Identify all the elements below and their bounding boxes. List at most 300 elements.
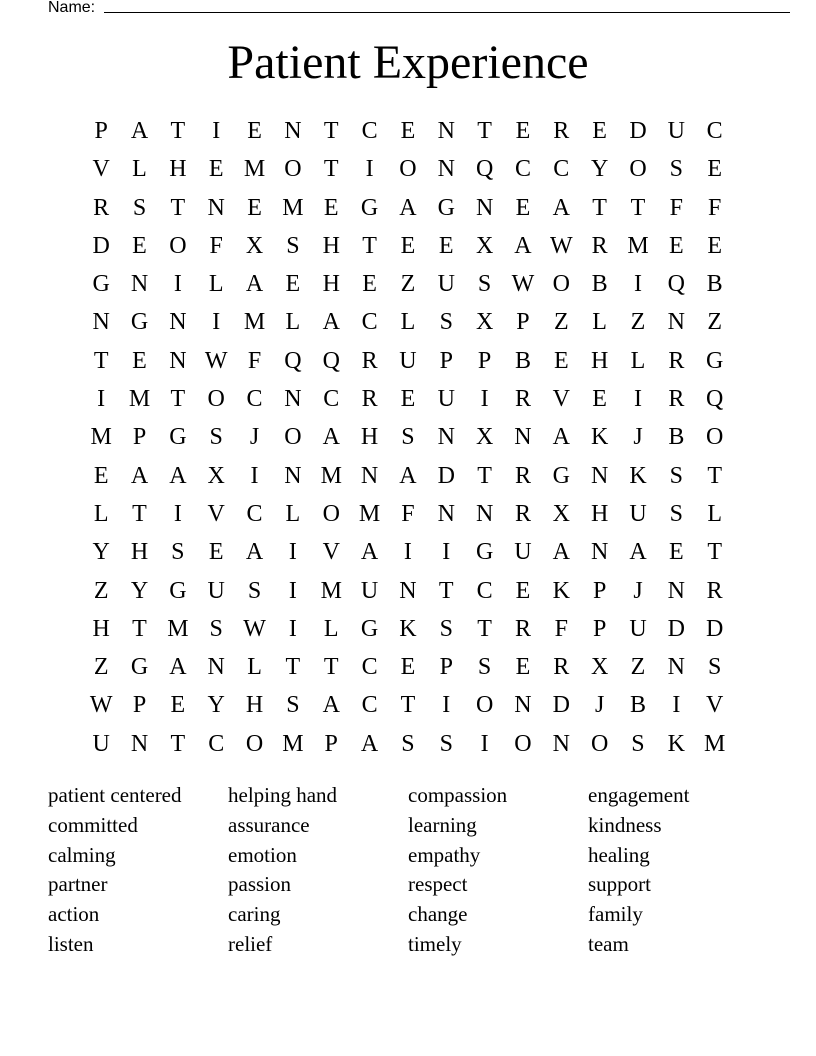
- word-bank-item: support: [588, 872, 651, 897]
- grid-letter: U: [667, 118, 685, 144]
- grid-letter: D: [92, 232, 110, 259]
- grid-letter: G: [169, 577, 187, 604]
- grid-letter: R: [514, 615, 531, 642]
- grid-letter: I: [173, 500, 182, 527]
- grid-letter: D: [552, 692, 570, 719]
- grid-letter: T: [477, 615, 492, 642]
- grid-letter: H: [130, 539, 149, 566]
- grid-letter: I: [97, 386, 106, 413]
- grid-letter: E: [400, 654, 416, 681]
- grid-letter: O: [552, 271, 570, 298]
- grid-letter: I: [633, 386, 642, 413]
- grid-letter: K: [552, 577, 570, 604]
- grid-letter: A: [245, 271, 264, 298]
- grid-letter: D: [437, 462, 455, 489]
- grid-letter: I: [442, 692, 451, 719]
- grid-letter: O: [284, 156, 302, 183]
- grid-letter: R: [553, 654, 570, 681]
- grid-letter: I: [212, 118, 221, 144]
- grid-letter: M: [704, 730, 726, 757]
- grid-letter: T: [477, 462, 492, 489]
- grid-letter: E: [400, 232, 416, 259]
- grid-letter: O: [284, 424, 302, 451]
- grid-letter: I: [480, 386, 489, 413]
- grid-letter: A: [399, 462, 417, 489]
- grid-letter: A: [322, 309, 340, 336]
- grid-letter: A: [360, 730, 379, 757]
- grid-letter: J: [633, 577, 643, 604]
- grid-letter: N: [437, 500, 455, 527]
- grid-letter: W: [549, 232, 573, 259]
- grid-letter: C: [553, 156, 570, 183]
- grid-letter: I: [480, 730, 489, 757]
- grid-letter: S: [669, 500, 683, 527]
- grid-letter: L: [208, 271, 224, 298]
- grid-letter: E: [515, 654, 531, 681]
- grid-letter: L: [285, 500, 301, 527]
- word-bank-item: compassion: [408, 783, 508, 807]
- grid-letter: N: [437, 424, 455, 451]
- grid-letter: T: [170, 386, 186, 413]
- grid-letter: L: [400, 309, 416, 336]
- grid-letter: E: [285, 271, 301, 298]
- grid-letter: A: [399, 194, 417, 221]
- grid-letter: I: [288, 577, 297, 604]
- grid-letter: N: [130, 271, 149, 298]
- name-underline: [104, 12, 790, 13]
- grid-letter: F: [247, 347, 262, 374]
- grid-letter: W: [511, 271, 535, 298]
- word-bank-item: relief: [228, 931, 273, 956]
- grid-letter: R: [668, 386, 685, 413]
- grid-letter: A: [169, 462, 187, 489]
- grid-letter: Q: [322, 347, 340, 374]
- grid-letter: C: [361, 692, 378, 719]
- grid-letter: E: [553, 347, 569, 374]
- grid-letter: V: [706, 692, 724, 719]
- grid-letter: P: [592, 577, 607, 604]
- grid-letter: E: [132, 232, 147, 259]
- grid-letter: M: [320, 462, 342, 489]
- grid-letter: N: [475, 194, 494, 221]
- grid-letter: T: [477, 118, 492, 144]
- grid-letter: M: [627, 232, 649, 259]
- grid-letter: A: [322, 424, 340, 451]
- grid-letter: C: [246, 500, 263, 527]
- grid-letter: R: [514, 386, 531, 413]
- grid-letter: K: [590, 424, 609, 451]
- grid-letter: L: [323, 615, 339, 642]
- grid-letter: Y: [130, 577, 149, 604]
- grid-letter: L: [630, 347, 646, 374]
- grid-letter: N: [92, 309, 110, 336]
- grid-letter: E: [400, 118, 416, 144]
- grid-letter: A: [360, 539, 379, 566]
- grid-letter: X: [245, 232, 264, 259]
- grid-letter: X: [590, 654, 609, 681]
- grid-letter: P: [132, 692, 147, 719]
- grid-letter: T: [170, 194, 186, 221]
- grid-letter: Z: [93, 577, 109, 604]
- grid-letter: A: [130, 462, 149, 489]
- grid-letter: N: [667, 309, 685, 336]
- grid-letter: A: [629, 539, 647, 566]
- word-bank-item: action: [48, 902, 100, 927]
- word-bank-item: empathy: [408, 842, 481, 867]
- grid-letter: M: [128, 386, 151, 413]
- word-bank-item: team: [588, 931, 629, 956]
- word-bank-item: engagement: [588, 783, 690, 807]
- grid-letter: S: [401, 730, 415, 757]
- grid-letter: M: [167, 615, 189, 642]
- word-bank-item: caring: [228, 902, 281, 927]
- grid-letter: E: [400, 386, 416, 413]
- grid-letter: L: [247, 654, 262, 681]
- grid-letter: G: [360, 194, 379, 221]
- grid-letter: U: [207, 577, 225, 604]
- grid-letter: Z: [400, 271, 416, 298]
- grid-letter: Z: [707, 309, 722, 336]
- grid-letter: S: [477, 271, 492, 298]
- grid-letter: A: [552, 424, 570, 451]
- grid-letter: E: [208, 156, 224, 183]
- grid-letter: N: [360, 462, 379, 489]
- grid-letter: S: [631, 730, 645, 757]
- grid-letter: N: [284, 386, 302, 413]
- grid-letter: Q: [284, 347, 302, 374]
- grid-letter: Q: [475, 156, 494, 183]
- grid-letter: F: [707, 194, 722, 221]
- grid-letter: N: [552, 730, 570, 757]
- grid-letter: E: [170, 692, 186, 719]
- grid-letter: G: [130, 309, 149, 336]
- grid-letter: N: [284, 462, 302, 489]
- grid-letter: T: [400, 692, 416, 719]
- grid-letter: E: [93, 462, 109, 489]
- grid-letter: H: [590, 347, 609, 374]
- grid-letter: T: [707, 462, 722, 489]
- grid-letter: T: [323, 654, 339, 681]
- grid-letter: V: [92, 156, 110, 183]
- grid-letter: I: [633, 271, 642, 298]
- grid-letter: S: [477, 654, 492, 681]
- grid-letter: D: [629, 118, 647, 144]
- grid-letter: A: [514, 232, 532, 259]
- grid-letter: S: [209, 424, 223, 451]
- grid-letter: P: [324, 730, 338, 757]
- grid-letter: W: [243, 615, 266, 642]
- grid-letter: U: [629, 500, 647, 527]
- grid-letter: X: [475, 232, 494, 259]
- grid-letter: O: [514, 730, 532, 757]
- grid-letter: N: [207, 654, 225, 681]
- grid-letter: O: [706, 424, 724, 451]
- grid-letter: P: [94, 118, 108, 144]
- grid-letter: U: [514, 539, 532, 566]
- grid-letter: T: [438, 577, 454, 604]
- grid-letter: C: [514, 156, 531, 183]
- grid-letter: L: [592, 309, 607, 336]
- grid-letter: Z: [630, 309, 646, 336]
- word-bank-item: respect: [408, 872, 468, 897]
- grid-letter: E: [247, 194, 262, 221]
- grid-letter: I: [672, 692, 681, 719]
- grid-letter: F: [401, 500, 415, 527]
- grid-letter: S: [669, 462, 683, 489]
- grid-letter: G: [360, 615, 379, 642]
- grid-letter: E: [208, 539, 224, 566]
- word-bank: [48, 780, 788, 959]
- grid-letter: P: [439, 347, 453, 374]
- grid-letter: C: [476, 577, 493, 604]
- grid-letter: I: [212, 309, 221, 336]
- grid-letter: P: [592, 615, 607, 642]
- grid-letter: C: [208, 730, 225, 757]
- grid-letter: J: [633, 424, 643, 451]
- grid-letter: J: [249, 424, 260, 451]
- grid-letter: H: [322, 271, 340, 298]
- grid-letter: D: [667, 615, 685, 642]
- grid-letter: T: [285, 654, 301, 681]
- grid-letter: N: [437, 118, 455, 144]
- grid-letter: T: [707, 539, 722, 566]
- grid-letter: N: [437, 156, 455, 183]
- grid-letter: A: [169, 654, 187, 681]
- grid-letter: S: [707, 654, 722, 681]
- grid-letter: M: [320, 577, 342, 604]
- grid-letter: E: [668, 539, 684, 566]
- grid-letter: G: [552, 462, 570, 489]
- grid-letter: K: [629, 462, 647, 489]
- grid-letter: C: [361, 118, 378, 144]
- grid-letter: L: [93, 500, 109, 527]
- grid-letter: W: [204, 347, 228, 374]
- grid-letter: B: [514, 347, 531, 374]
- grid-letter: S: [669, 156, 683, 183]
- grid-letter: N: [169, 347, 187, 374]
- grid-letter: T: [323, 156, 339, 183]
- grid-letter: O: [475, 692, 494, 719]
- grid-letter: C: [323, 386, 340, 413]
- grid-letter: S: [171, 539, 185, 566]
- grid-letter: R: [93, 194, 110, 221]
- grid-letter: H: [245, 692, 264, 719]
- name-field: [48, 0, 748, 19]
- grid-letter: E: [362, 271, 377, 298]
- letter-grid: [82, 112, 734, 763]
- word-bank-item: family: [588, 902, 643, 927]
- grid-letter: O: [629, 156, 647, 183]
- grid-letter: S: [209, 615, 223, 642]
- grid-letter: I: [288, 539, 297, 566]
- grid-letter: S: [286, 232, 300, 259]
- grid-letter: M: [243, 156, 266, 183]
- grid-letter: H: [169, 156, 187, 183]
- grid-letter: D: [706, 615, 724, 642]
- word-bank-item: timely: [408, 931, 462, 956]
- grid-letter: M: [243, 309, 266, 336]
- grid-letter: I: [403, 539, 412, 566]
- grid-letter: T: [132, 500, 147, 527]
- word-bank-item: emotion: [228, 842, 297, 867]
- grid-letter: L: [132, 156, 147, 183]
- grid-letter: E: [247, 118, 262, 144]
- word-bank-item: passion: [228, 872, 291, 897]
- grid-letter: K: [399, 615, 417, 642]
- grid-letter: N: [130, 730, 149, 757]
- grid-letter: T: [362, 232, 377, 259]
- grid-letter: R: [361, 386, 378, 413]
- grid-letter: S: [247, 577, 262, 604]
- grid-letter: N: [284, 118, 302, 144]
- name-label: Name:: [48, 0, 96, 16]
- grid-letter: L: [707, 500, 722, 527]
- grid-letter: M: [282, 194, 304, 221]
- grid-letter: N: [667, 577, 685, 604]
- grid-letter: F: [669, 194, 683, 221]
- grid-letter: P: [439, 654, 453, 681]
- grid-letter: X: [475, 309, 494, 336]
- word-bank-item: listen: [48, 931, 94, 956]
- grid-letter: U: [399, 347, 417, 374]
- grid-letter: C: [361, 309, 378, 336]
- grid-letter: Y: [207, 692, 225, 719]
- grid-letter: T: [323, 118, 339, 144]
- grid-letter: N: [590, 462, 609, 489]
- grid-letter: I: [365, 156, 374, 183]
- grid-letter: H: [360, 424, 379, 451]
- grid-letter: R: [591, 232, 608, 259]
- grid-letter: E: [438, 232, 454, 259]
- grid-letter: L: [285, 309, 301, 336]
- grid-letter: V: [322, 539, 340, 566]
- word-bank-item: partner: [48, 872, 108, 897]
- grid-letter: M: [358, 500, 381, 527]
- grid-letter: X: [207, 462, 225, 489]
- grid-letter: O: [207, 386, 225, 413]
- puzzle-title: Patient Experience: [227, 36, 589, 89]
- grid-letter: W: [89, 692, 113, 719]
- grid-letter: E: [707, 232, 722, 259]
- word-bank-item: change: [408, 902, 468, 927]
- grid-letter: O: [245, 730, 264, 757]
- word-bank-item: healing: [588, 842, 650, 867]
- grid-letter: G: [475, 539, 494, 566]
- grid-letter: J: [594, 692, 605, 719]
- word-bank-item: helping hand: [228, 783, 338, 807]
- grid-letter: O: [590, 730, 609, 757]
- grid-letter: E: [592, 118, 607, 144]
- word-bank-item: kindness: [588, 812, 662, 837]
- grid-letter: E: [515, 577, 531, 604]
- grid-letter: C: [706, 118, 723, 144]
- grid-letter: N: [514, 692, 532, 719]
- grid-letter: Q: [706, 386, 724, 413]
- grid-letter: R: [668, 347, 685, 374]
- grid-letter: A: [552, 194, 570, 221]
- word-bank-item: committed: [48, 812, 138, 837]
- grid-letter: B: [706, 271, 723, 298]
- grid-letter: S: [286, 692, 300, 719]
- grid-letter: Y: [590, 156, 609, 183]
- grid-letter: H: [92, 615, 110, 642]
- grid-letter: Z: [553, 309, 569, 336]
- grid-letter: H: [590, 500, 609, 527]
- grid-letter: R: [361, 347, 378, 374]
- grid-letter: I: [442, 539, 451, 566]
- grid-letter: E: [323, 194, 339, 221]
- grid-letter: P: [132, 424, 147, 451]
- grid-letter: I: [173, 271, 182, 298]
- word-bank-item: patient centered: [48, 783, 182, 807]
- grid-letter: N: [590, 539, 609, 566]
- grid-letter: Z: [630, 654, 646, 681]
- grid-letter: E: [592, 386, 607, 413]
- grid-letter: I: [250, 462, 259, 489]
- grid-letter: T: [170, 118, 186, 144]
- grid-letter: O: [169, 232, 187, 259]
- grid-letter: G: [169, 424, 187, 451]
- grid-letter: V: [552, 386, 570, 413]
- grid-letter: I: [288, 615, 297, 642]
- grid-letter: G: [92, 271, 110, 298]
- grid-letter: B: [591, 271, 608, 298]
- grid-letter: P: [477, 347, 492, 374]
- grid-letter: A: [245, 539, 264, 566]
- grid-letter: C: [246, 386, 263, 413]
- grid-letter: V: [207, 500, 225, 527]
- grid-letter: M: [282, 730, 304, 757]
- grid-letter: Z: [93, 654, 109, 681]
- grid-letter: N: [475, 500, 494, 527]
- grid-letter: T: [132, 615, 147, 642]
- grid-letter: U: [360, 577, 379, 604]
- grid-letter: U: [437, 386, 455, 413]
- grid-letter: B: [668, 424, 685, 451]
- grid-letter: Y: [92, 539, 110, 566]
- grid-letter: E: [515, 194, 531, 221]
- grid-letter: M: [90, 424, 112, 451]
- grid-letter: A: [552, 539, 570, 566]
- grid-letter: Q: [667, 271, 685, 298]
- grid-letter: N: [667, 654, 685, 681]
- grid-letter: S: [439, 730, 453, 757]
- grid-letter: R: [514, 500, 531, 527]
- grid-letter: S: [439, 615, 453, 642]
- grid-letter: O: [399, 156, 417, 183]
- grid-letter: E: [707, 156, 722, 183]
- grid-letter: F: [209, 232, 223, 259]
- grid-letter: U: [437, 271, 455, 298]
- grid-letter: A: [130, 118, 149, 144]
- grid-letter: N: [514, 424, 532, 451]
- grid-letter: S: [439, 309, 453, 336]
- grid-letter: N: [169, 309, 187, 336]
- grid-letter: P: [516, 309, 530, 336]
- grid-letter: C: [361, 654, 378, 681]
- grid-letter: G: [437, 194, 455, 221]
- grid-letter: E: [515, 118, 531, 144]
- grid-letter: H: [322, 232, 340, 259]
- grid-letter: N: [207, 194, 225, 221]
- grid-letter: K: [667, 730, 685, 757]
- grid-letter: X: [552, 500, 570, 527]
- word-bank-item: learning: [408, 812, 477, 837]
- grid-letter: E: [668, 232, 684, 259]
- grid-letter: S: [132, 194, 147, 221]
- grid-letter: E: [132, 347, 147, 374]
- word-bank-item: assurance: [228, 812, 310, 837]
